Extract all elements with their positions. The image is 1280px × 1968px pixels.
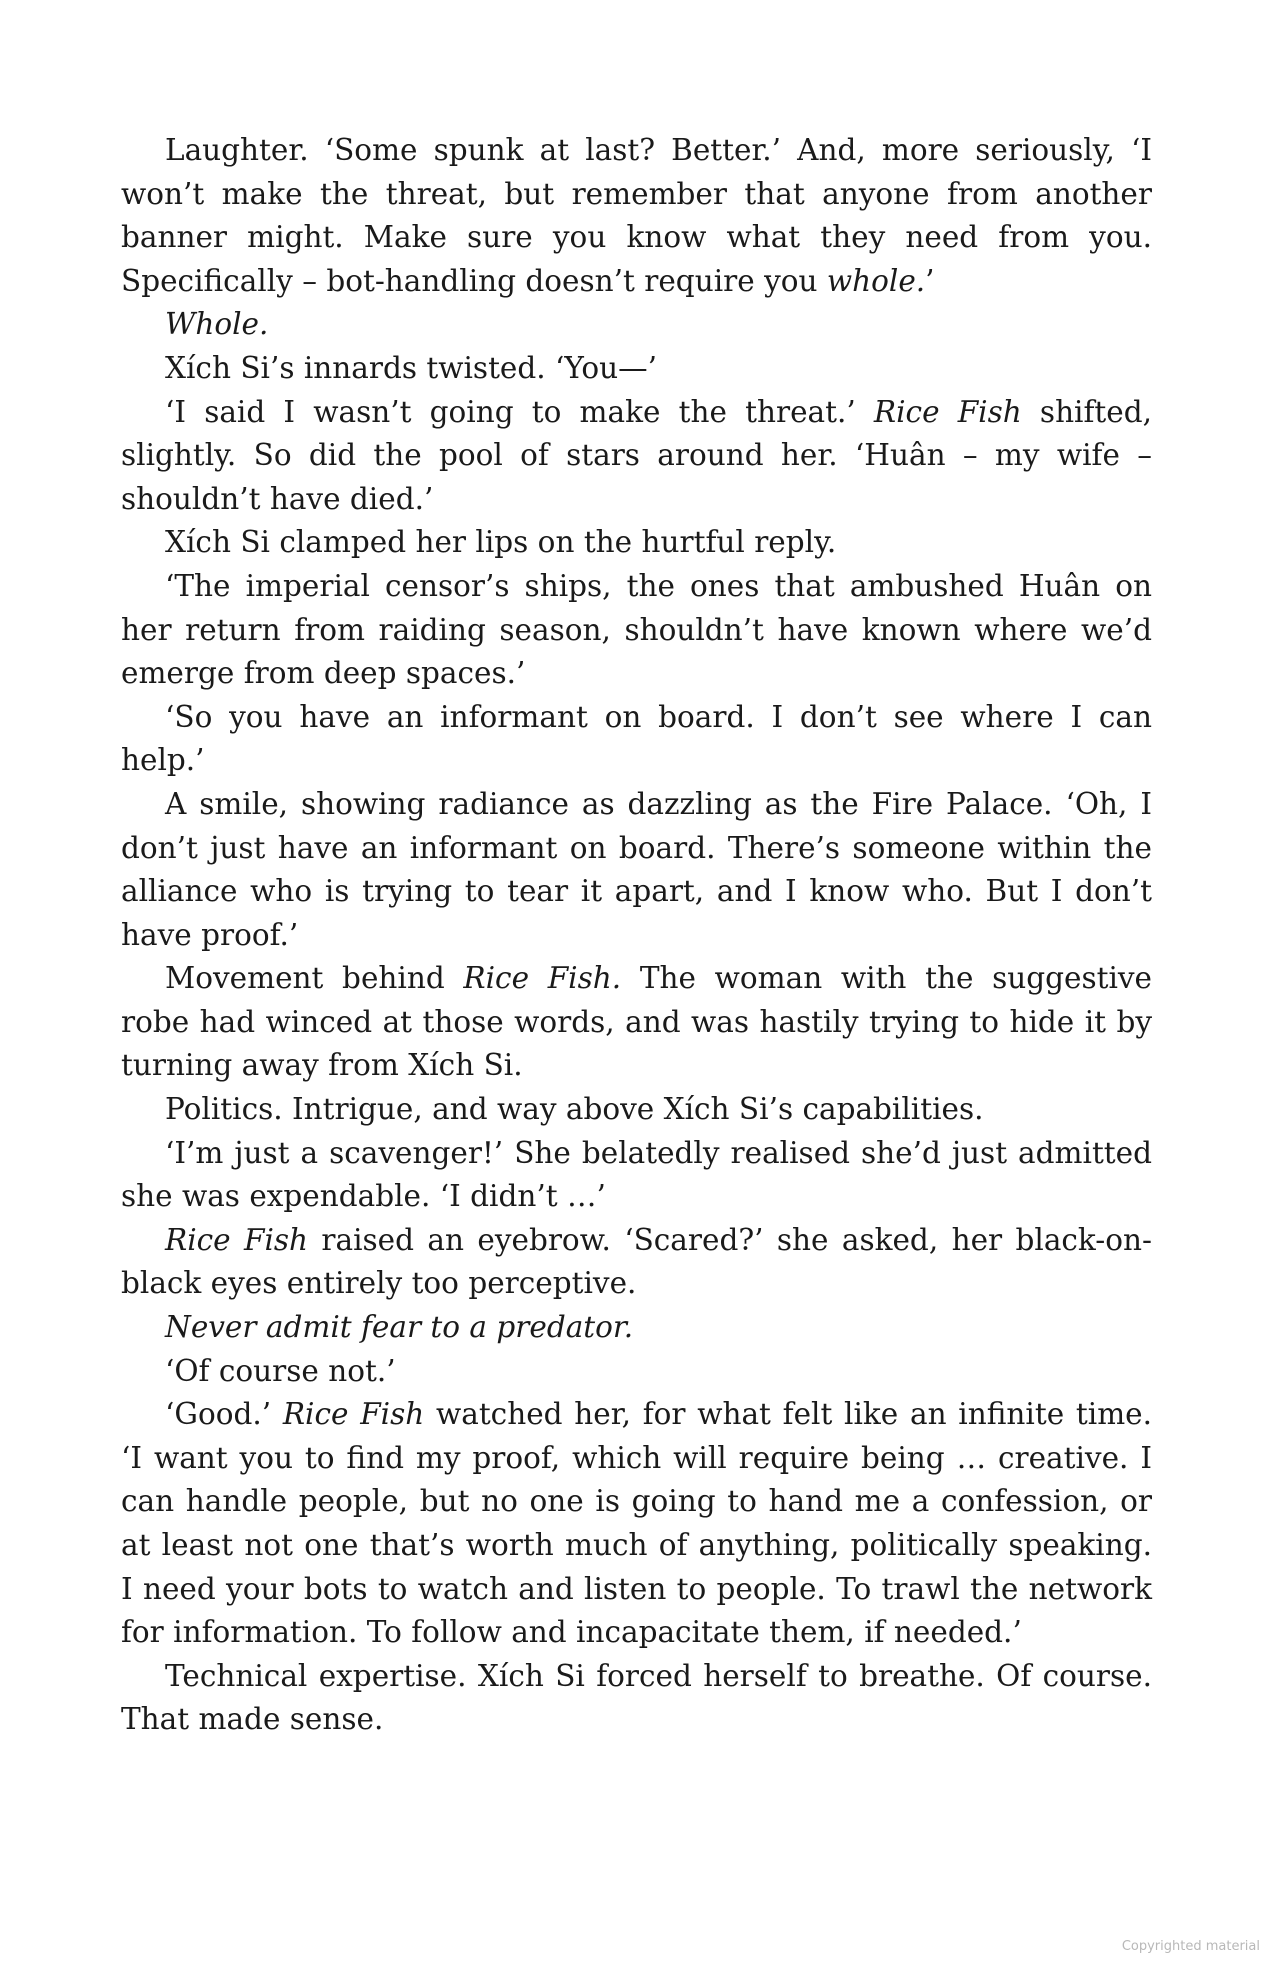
text-run: ‘I’m just a scavenger!’ She belatedly realised she’d just admitted she was expendable. ‘I didn’t …’	[121, 1135, 1152, 1214]
text-run: ‘So you have an informant on board. I don’t see where I can help.’	[121, 699, 1152, 778]
paragraph	[121, 347, 1152, 391]
italic-text: Rice Fish	[282, 1397, 425, 1432]
text-run: ‘The imperial censor’s ships, the ones that ambushed Huân on her return from raiding season, shouldn’t have known where we’d emerge from deep spaces.’	[121, 568, 1152, 691]
text-run: ’	[925, 263, 935, 298]
text-run: A smile, showing radiance as dazzling as the Fire Palace. ‘Oh, I don’t just have an informant on board. There’s someone within the alliance who is trying to tear it apart, and I know who. But I don’t have proof.’	[121, 786, 1152, 952]
paragraph	[121, 1088, 1152, 1132]
italic-text: Never admit fear to a predator.	[165, 1310, 634, 1345]
text-run: watched her, for what felt like an infinite time. ‘I want you to find my proof, which will require being … creative. I can handle people, but no one is going to hand me a confession, or at least not one that’s worth much of anything, politically speaking. I need your bots to watch and listen to people. To trawl the network for information. To follow and incapacitate them, if needed.’	[121, 1397, 1153, 1650]
text-run: Laughter. ‘Some spunk at last? Better.’ And, more seriously, ‘I won’t make the threat, but remember that anyone from another banner might. Make sure you know what they need from you. Specifically – bot-handling doesn’t require you	[121, 133, 1152, 298]
paragraph	[121, 696, 1152, 783]
italic-text: Rice Fish	[873, 394, 1022, 429]
italic-text: Rice Fish.	[463, 961, 622, 996]
text-run: The woman with the suggestive robe had winced at those words, and was hastily trying to hide it by turning away from Xích Si.	[121, 961, 1153, 1083]
paragraph	[121, 129, 1152, 303]
text-run: Xích Si’s innards twisted. ‘You—’	[165, 350, 657, 385]
paragraph	[121, 521, 1152, 565]
paragraph	[121, 1306, 1152, 1350]
text-run: Technical expertise. Xích Si forced herself to breathe. Of course. That made sense.	[121, 1658, 1152, 1737]
text-run: Xích Si clamped her lips on the hurtful reply.	[165, 525, 837, 560]
paragraph	[121, 1219, 1152, 1306]
paragraph	[121, 957, 1152, 1088]
book-page-text	[121, 129, 1152, 1742]
text-run: ‘I said I wasn’t going to make the threat.’	[165, 394, 874, 429]
paragraph	[121, 1655, 1152, 1742]
paragraph	[121, 565, 1152, 696]
copyright-watermark: Copyrighted material	[1121, 1939, 1260, 1954]
text-run: ‘Of course not.’	[165, 1353, 396, 1388]
paragraph	[121, 303, 1152, 347]
text-run: ‘Good.’	[165, 1397, 283, 1432]
text-run: shifted, slightly. So did the pool of stars around her. ‘Huân – my wife – shouldn’t have died.’	[121, 394, 1152, 516]
paragraph	[121, 391, 1152, 522]
paragraph	[121, 1393, 1152, 1655]
text-run: raised an eyebrow. ‘Scared?’ she asked, her black-on-black eyes entirely too perceptive.	[121, 1222, 1152, 1301]
text-run: Movement behind	[165, 961, 464, 996]
text-run: Politics. Intrigue, and way above Xích Si’s capabilities.	[165, 1092, 984, 1127]
italic-text: Rice Fish	[165, 1222, 309, 1257]
paragraph	[121, 1132, 1152, 1219]
paragraph	[121, 783, 1152, 957]
paragraph	[121, 1350, 1152, 1394]
italic-text: whole.	[826, 263, 926, 298]
italic-text: Whole.	[165, 307, 269, 342]
